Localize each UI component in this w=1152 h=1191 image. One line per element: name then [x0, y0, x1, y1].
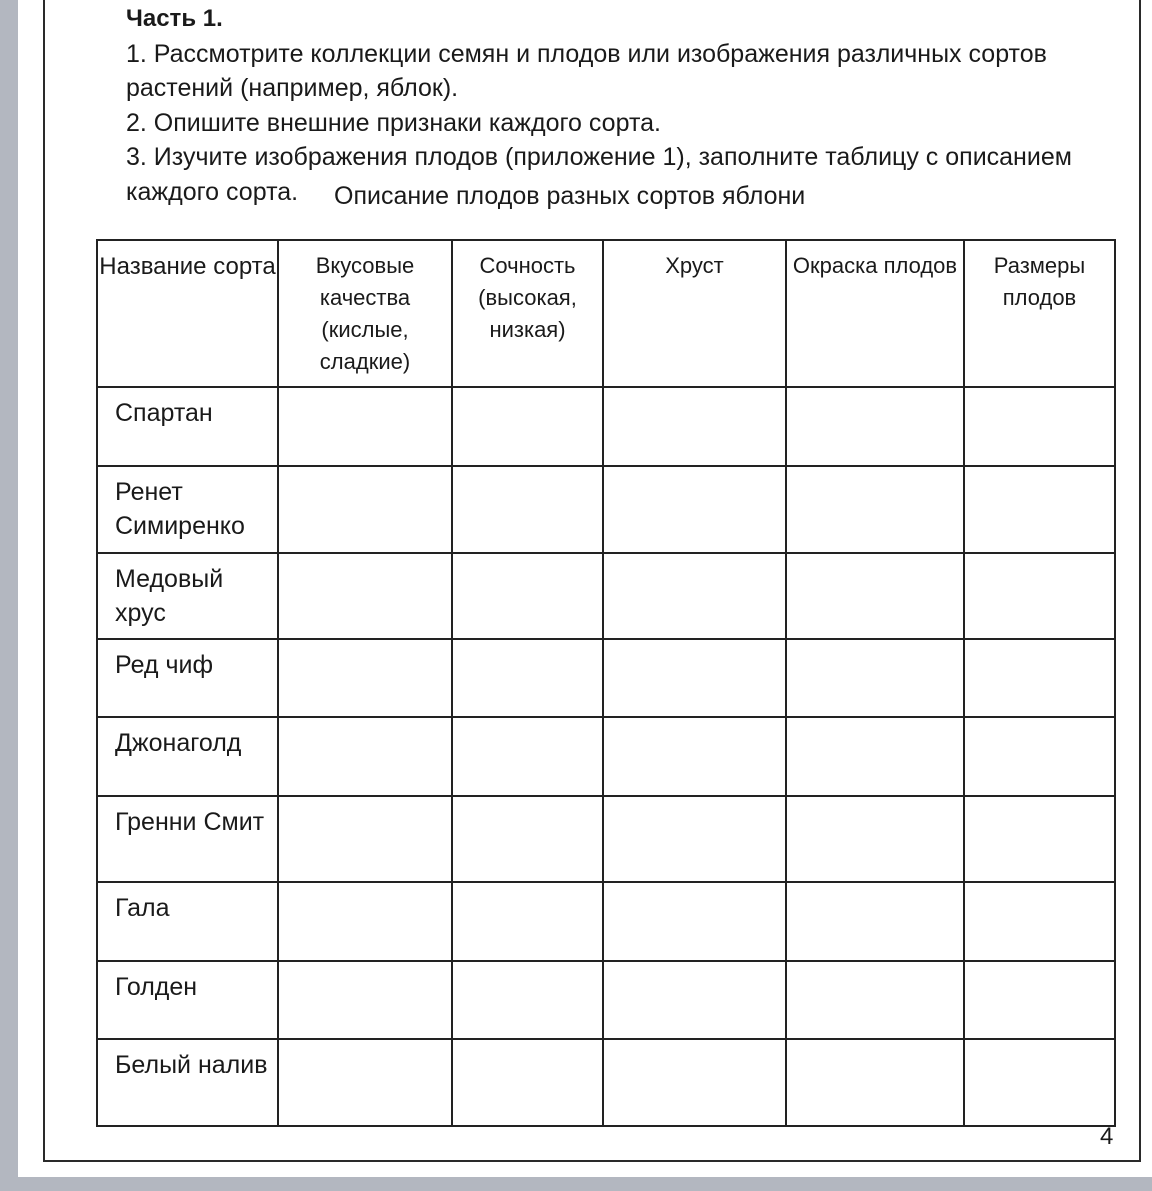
- table-row: [97, 387, 1115, 466]
- table-cell-input[interactable]: [964, 553, 1115, 639]
- table-cell-input[interactable]: [964, 1039, 1115, 1126]
- table-cell-input[interactable]: [964, 796, 1115, 882]
- table-row: [97, 796, 1115, 882]
- table-cell-input[interactable]: [452, 553, 603, 639]
- table-cell-input[interactable]: [452, 639, 603, 717]
- table-cell-input[interactable]: [603, 466, 786, 553]
- variety-name-cell: Ред чиф: [97, 639, 278, 717]
- variety-name-cell: Ренет Симиренко: [97, 466, 278, 553]
- table-cell-input[interactable]: [964, 639, 1115, 717]
- table-cell-input[interactable]: [603, 796, 786, 882]
- table-cell-input[interactable]: [603, 1039, 786, 1126]
- table-cell-input[interactable]: [278, 961, 452, 1039]
- table-row: [97, 639, 1115, 717]
- column-header-crunch: Хруст: [603, 240, 786, 387]
- bottom-gray-margin: [0, 1177, 1152, 1191]
- table-cell-input[interactable]: [786, 1039, 964, 1126]
- table-cell-input[interactable]: [964, 882, 1115, 961]
- table-cell-input[interactable]: [452, 466, 603, 553]
- table-caption: Описание плодов разных сортов яблони: [334, 182, 806, 210]
- variety-name-cell: Гала: [97, 882, 278, 961]
- table-row: [97, 466, 1115, 553]
- table-cell-input[interactable]: [452, 961, 603, 1039]
- table-cell-input[interactable]: [786, 882, 964, 961]
- table-cell-input[interactable]: [964, 387, 1115, 466]
- table-cell-input[interactable]: [452, 717, 603, 796]
- table-cell-input[interactable]: [603, 639, 786, 717]
- table-row: [97, 717, 1115, 796]
- variety-name-cell: Джонаголд: [97, 717, 278, 796]
- table-cell-input[interactable]: [278, 553, 452, 639]
- variety-name-cell: Гренни Смит: [97, 796, 278, 882]
- table-cell-input[interactable]: [278, 882, 452, 961]
- variety-name-cell: Голден: [97, 961, 278, 1039]
- table-cell-input[interactable]: [278, 796, 452, 882]
- variety-name-cell: Белый налив: [97, 1039, 278, 1126]
- table-cell-input[interactable]: [786, 553, 964, 639]
- table-cell-input[interactable]: [603, 961, 786, 1039]
- table-cell-input[interactable]: [603, 387, 786, 466]
- table-cell-input[interactable]: [786, 717, 964, 796]
- column-header-fruit-color: Окраска плодов: [786, 240, 964, 387]
- table-cell-input[interactable]: [786, 639, 964, 717]
- table-cell-input[interactable]: [964, 466, 1115, 553]
- table-cell-input[interactable]: [452, 1039, 603, 1126]
- table-cell-input[interactable]: [452, 796, 603, 882]
- column-header-juiciness: Сочность (высокая, низкая): [452, 240, 603, 387]
- table-cell-input[interactable]: [278, 639, 452, 717]
- instruction-1: 1. Рассмотрите коллекции семян и плодов или изображения различных сортов растений (например, яблок).: [126, 39, 1047, 102]
- part-title: Часть 1.: [126, 5, 223, 32]
- table-cell-input[interactable]: [786, 387, 964, 466]
- table-cell-input[interactable]: [603, 882, 786, 961]
- variety-name-cell: Спартан: [97, 387, 278, 466]
- table-cell-input[interactable]: [786, 466, 964, 553]
- table-row: [97, 553, 1115, 639]
- table-cell-input[interactable]: [452, 387, 603, 466]
- table-cell-input[interactable]: [278, 717, 452, 796]
- instruction-2: 2. Опишите внешние признаки каждого сорта.: [126, 108, 661, 137]
- table-header-row: [97, 240, 1115, 387]
- table-cell-input[interactable]: [964, 717, 1115, 796]
- table-row: [97, 961, 1115, 1039]
- table-cell-input[interactable]: [278, 1039, 452, 1126]
- table-cell-input[interactable]: [603, 717, 786, 796]
- table-cell-input[interactable]: [603, 553, 786, 639]
- task-instructions: [126, 2, 1086, 209]
- left-gray-margin: [0, 0, 18, 1191]
- apple-varieties-table: [96, 239, 1116, 1127]
- table-row: [97, 1039, 1115, 1126]
- variety-name-cell: Медовый хрус: [97, 553, 278, 639]
- instruction-3: 3. Изучите изображения плодов (приложение 1), заполните таблицу с описанием каждого сорта.: [126, 143, 1072, 206]
- table-cell-input[interactable]: [786, 796, 964, 882]
- table-cell-input[interactable]: [278, 466, 452, 553]
- page-number: 4: [1100, 1123, 1114, 1150]
- column-header-fruit-size: Размеры плодов: [964, 240, 1115, 387]
- column-header-taste: Вкусовые качества (кислые, сладкие): [278, 240, 452, 387]
- table-cell-input[interactable]: [964, 961, 1115, 1039]
- table-cell-input[interactable]: [786, 961, 964, 1039]
- column-header-variety-name: Название сорта: [97, 240, 278, 387]
- table-row: [97, 882, 1115, 961]
- table-cell-input[interactable]: [452, 882, 603, 961]
- table-cell-input[interactable]: [278, 387, 452, 466]
